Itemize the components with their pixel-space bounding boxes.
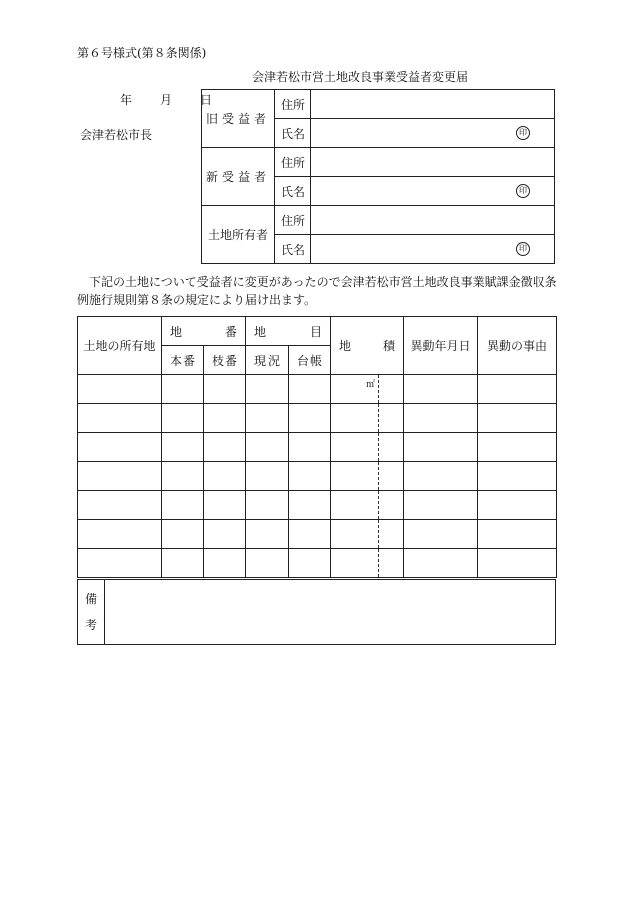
address-label: 住所 — [275, 206, 311, 235]
location-cell[interactable] — [78, 404, 162, 433]
current-status-cell[interactable] — [246, 404, 289, 433]
address-label: 住所 — [275, 148, 311, 177]
table-row — [78, 462, 557, 491]
area-cell[interactable] — [331, 375, 404, 404]
form-number: 第６号様式(第８条関係) — [77, 46, 207, 60]
table-row — [78, 404, 557, 433]
table-row — [78, 491, 557, 520]
address-label: 住所 — [275, 90, 311, 119]
branch-number-cell[interactable] — [204, 404, 246, 433]
location-cell[interactable] — [78, 433, 162, 462]
area-cell[interactable] — [331, 433, 404, 462]
table-row — [78, 433, 557, 462]
main-number-cell[interactable] — [162, 549, 204, 578]
remarks-field[interactable] — [105, 580, 556, 645]
change-date-cell[interactable] — [404, 549, 478, 578]
addressee: 会津若松市長 — [80, 128, 153, 142]
location-header: 土地の所有地 — [78, 317, 162, 375]
change-date-cell[interactable] — [404, 462, 478, 491]
change-reason-cell[interactable] — [478, 491, 557, 520]
table-row — [78, 520, 557, 549]
new-beneficiary-name-field[interactable] — [311, 177, 555, 206]
body-paragraph: 下記の土地について受益者に変更があったので会津若松市営土地改良事業賦課金徴収条例施行規則第８条の規定により届け出ます。 — [77, 275, 557, 307]
register-cell[interactable] — [289, 549, 331, 578]
landowner-label: 土地所有者 — [202, 206, 275, 264]
main-number-cell[interactable] — [162, 520, 204, 549]
register-cell[interactable] — [289, 520, 331, 549]
branch-number-cell[interactable] — [204, 375, 246, 404]
register-cell[interactable] — [289, 433, 331, 462]
location-cell[interactable] — [78, 462, 162, 491]
register-cell[interactable] — [289, 462, 331, 491]
current-status-cell[interactable] — [246, 462, 289, 491]
applicant-table — [201, 89, 555, 264]
table-row — [78, 549, 557, 578]
remarks-table — [77, 579, 556, 645]
remarks-label: 備 考 — [78, 580, 105, 645]
change-date-cell[interactable] — [404, 375, 478, 404]
seal-mark: 印 — [516, 184, 530, 198]
new-beneficiary-address-field[interactable] — [311, 148, 555, 177]
main-number-header: 本番 — [162, 346, 204, 375]
register-cell[interactable] — [289, 491, 331, 520]
current-status-header: 現況 — [246, 346, 289, 375]
area-cell[interactable] — [331, 491, 404, 520]
seal-mark: 印 — [516, 242, 530, 256]
change-reason-cell[interactable] — [478, 520, 557, 549]
area-cell[interactable] — [331, 404, 404, 433]
old-beneficiary-name-field[interactable] — [311, 119, 555, 148]
location-cell[interactable] — [78, 491, 162, 520]
branch-number-cell[interactable] — [204, 462, 246, 491]
branch-number-cell[interactable] — [204, 520, 246, 549]
table-row — [78, 375, 557, 404]
area-unit: ㎡ — [366, 380, 376, 390]
register-header: 台帳 — [289, 346, 331, 375]
branch-number-cell[interactable] — [204, 491, 246, 520]
main-number-cell[interactable] — [162, 491, 204, 520]
branch-number-header: 枝番 — [204, 346, 246, 375]
area-cell[interactable] — [331, 549, 404, 578]
change-date-cell[interactable] — [404, 433, 478, 462]
seal-mark: 印 — [516, 126, 530, 140]
main-number-cell[interactable] — [162, 462, 204, 491]
change-date-cell[interactable] — [404, 404, 478, 433]
landowner-name-field[interactable] — [311, 235, 555, 264]
land-table — [77, 316, 557, 578]
location-cell[interactable] — [78, 520, 162, 549]
area-cell[interactable] — [331, 462, 404, 491]
current-status-cell[interactable] — [246, 375, 289, 404]
name-label: 氏名 — [275, 235, 311, 264]
document-title: 会津若松市営土地改良事業受益者変更届 — [252, 70, 469, 84]
register-cell[interactable] — [289, 375, 331, 404]
old-beneficiary-label: 旧受益者 — [202, 90, 275, 148]
change-reason-cell[interactable] — [478, 404, 557, 433]
change-reason-cell[interactable] — [478, 375, 557, 404]
change-reason-cell[interactable] — [478, 462, 557, 491]
change-reason-cell[interactable] — [478, 549, 557, 578]
register-cell[interactable] — [289, 404, 331, 433]
landowner-address-field[interactable] — [311, 206, 555, 235]
change-reason-header: 異動の事由 — [478, 317, 557, 375]
name-label: 氏名 — [275, 119, 311, 148]
new-beneficiary-label: 新受益者 — [202, 148, 275, 206]
current-status-cell[interactable] — [246, 520, 289, 549]
name-label: 氏名 — [275, 177, 311, 206]
main-number-cell[interactable] — [162, 375, 204, 404]
current-status-cell[interactable] — [246, 491, 289, 520]
change-date-cell[interactable] — [404, 491, 478, 520]
current-status-cell[interactable] — [246, 549, 289, 578]
chimoku-header: 地目 — [246, 317, 331, 346]
area-header: 地積 — [331, 317, 404, 375]
change-reason-cell[interactable] — [478, 433, 557, 462]
old-beneficiary-address-field[interactable] — [311, 90, 555, 119]
location-cell[interactable] — [78, 375, 162, 404]
chiban-header: 地番 — [162, 317, 246, 346]
date-line: 年 月 日 — [120, 93, 221, 107]
main-number-cell[interactable] — [162, 433, 204, 462]
branch-number-cell[interactable] — [204, 433, 246, 462]
location-cell[interactable] — [78, 549, 162, 578]
area-cell[interactable] — [331, 520, 404, 549]
main-number-cell[interactable] — [162, 404, 204, 433]
change-date-header: 異動年月日 — [404, 317, 478, 375]
branch-number-cell[interactable] — [204, 549, 246, 578]
change-date-cell[interactable] — [404, 520, 478, 549]
current-status-cell[interactable] — [246, 433, 289, 462]
